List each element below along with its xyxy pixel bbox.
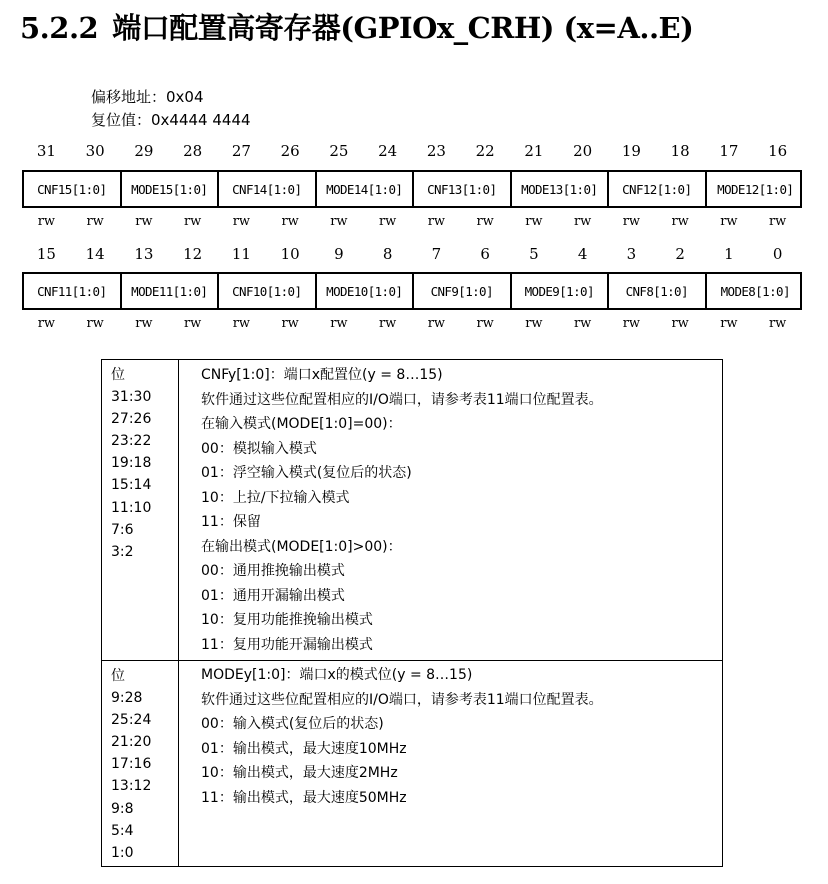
description-line: 00：模拟输入模式 — [201, 440, 317, 457]
bit-number: 20 — [573, 142, 593, 160]
bit-number: 17 — [719, 142, 739, 160]
register-field: MODE11[1:0] — [122, 274, 220, 308]
upper-register-row — [22, 170, 802, 208]
access-label: rw — [86, 316, 104, 331]
register-field: CNF8[1:0] — [609, 274, 707, 308]
bit-range: 3:2 — [111, 543, 134, 560]
bit-range: 25:24 — [111, 712, 152, 729]
bit-range: 21:20 — [111, 734, 152, 751]
description-line: 10：输出模式，最大速度2MHz — [201, 765, 398, 781]
description-line: 软件通过这些位配置相应的I/O端口，请参考表11端口位配置表。 — [201, 391, 603, 408]
register-field: CNF14[1:0] — [219, 172, 317, 206]
access-label: rw — [622, 214, 641, 229]
access-label: rw — [330, 214, 348, 229]
access-label: rw — [183, 316, 202, 331]
access-label: rw — [378, 214, 397, 229]
bit-number: 4 — [577, 245, 588, 263]
register-field: MODE8[1:0] — [720, 283, 790, 299]
bit-number: 2 — [675, 245, 685, 263]
bit-number: 9 — [334, 245, 344, 263]
description-line: 10：上拉/下拉输入模式 — [201, 489, 350, 506]
register-field: MODE10[1:0] — [317, 274, 415, 308]
section-title — [20, 6, 693, 47]
bit-number: 23 — [426, 142, 446, 160]
bit-number: 24 — [378, 142, 398, 160]
bit-number: 27 — [231, 142, 251, 160]
access-label: rw — [476, 214, 494, 229]
access-label: rw — [232, 316, 251, 331]
register-field: CNF13[1:0] — [414, 172, 512, 206]
access-label: rw — [476, 316, 494, 331]
reset-value: 复位值：0x4444 4444 — [91, 111, 251, 129]
bit-number: 0 — [772, 245, 783, 263]
access-label: rw — [671, 316, 689, 331]
register-field: MODE15[1:0] — [122, 172, 220, 206]
bit-range: 位 — [111, 668, 125, 684]
register-field: MODE13[1:0] — [512, 172, 610, 206]
access-label: rw — [427, 316, 446, 331]
access-label: rw — [720, 214, 738, 229]
bit-number: 30 — [85, 142, 105, 160]
cnf-description-text — [201, 363, 603, 657]
lower-register-row — [22, 272, 802, 310]
table-row-divider — [102, 660, 722, 661]
bit-number: 8 — [382, 245, 393, 263]
bit-number: 3 — [626, 245, 637, 263]
access-label: rw — [622, 316, 641, 331]
bit-range: 23:22 — [111, 433, 152, 450]
bit-number: 25 — [329, 142, 349, 160]
bit-range: 15:14 — [111, 477, 152, 494]
description-line: 10：复用功能推挽输出模式 — [201, 612, 373, 628]
bit-number: 18 — [670, 142, 690, 160]
access-label: rw — [86, 214, 104, 229]
bit-number: 1 — [724, 245, 734, 263]
description-line: 01：输出模式，最大速度10MHz — [201, 740, 407, 757]
register-field: CNF9[1:0] — [414, 274, 512, 308]
bit-number: 31 — [36, 142, 56, 160]
description-line: 11：复用功能开漏输出模式 — [201, 636, 373, 653]
access-label: rw — [281, 316, 299, 331]
bit-number: 14 — [85, 245, 105, 263]
access-label: rw — [37, 214, 56, 229]
description-line: 软件通过这些位配置相应的I/O端口，请参考表11端口位配置表。 — [201, 691, 603, 708]
field-description-table — [101, 359, 723, 867]
bit-number: 11 — [231, 245, 251, 263]
access-label: rw — [37, 316, 56, 331]
bit-range: 1:0 — [111, 844, 134, 861]
bit-number: 7 — [431, 245, 442, 263]
bit-number: 26 — [280, 142, 300, 160]
description-line: 在输出模式(MODE[1:0]>00)： — [201, 538, 402, 555]
access-label: rw — [378, 316, 397, 331]
section-title-text: 端口配置高寄存器(GPIOx_CRH) (x=A..E) — [112, 11, 694, 45]
access-label: rw — [232, 214, 251, 229]
access-label: rw — [768, 316, 787, 331]
bit-number: 21 — [524, 142, 544, 160]
mode-bit-list — [111, 665, 151, 864]
offset-address: 偏移地址：0x04 — [91, 88, 204, 106]
bit-range: 7:6 — [111, 521, 134, 538]
bit-range: 27:26 — [111, 411, 152, 428]
access-label: rw — [573, 214, 592, 229]
bit-number: 12 — [183, 245, 203, 263]
register-field: MODE9[1:0] — [512, 274, 610, 308]
access-label: rw — [330, 316, 348, 331]
description-line: 在输入模式(MODE[1:0]=00)： — [201, 416, 402, 432]
register-field: MODE14[1:0] — [317, 172, 415, 206]
description-line: 00：通用推挽输出模式 — [201, 563, 345, 579]
access-label: rw — [135, 316, 153, 331]
bit-range: 13:12 — [111, 778, 152, 795]
description-line: 01：通用开漏输出模式 — [201, 587, 345, 604]
access-label: rw — [183, 214, 202, 229]
access-label: rw — [671, 214, 689, 229]
description-line: MODEy[1:0]：端口x的模式位(y = 8…15) — [201, 667, 473, 683]
bit-range: 位 — [111, 367, 125, 383]
bit-number: 15 — [36, 245, 56, 263]
register-field: MODE12[1:0] — [717, 181, 794, 197]
bit-range: 17:16 — [111, 756, 152, 773]
bit-number: 10 — [280, 245, 300, 263]
access-label: rw — [281, 214, 299, 229]
table-column-divider — [178, 360, 179, 866]
bit-number: 22 — [475, 142, 495, 160]
access-label: rw — [525, 316, 543, 331]
access-label: rw — [135, 214, 153, 229]
access-label: rw — [525, 214, 543, 229]
access-label: rw — [768, 214, 787, 229]
register-field: CNF11[1:0] — [24, 274, 122, 308]
bit-range: 11:10 — [111, 499, 152, 516]
bit-range: 31:30 — [111, 389, 152, 406]
description-line: 11：输出模式，最大速度50MHz — [201, 789, 407, 806]
bit-number: 5 — [529, 245, 539, 263]
register-field: CNF10[1:0] — [219, 274, 317, 308]
description-line: 11：保留 — [201, 514, 261, 530]
bit-number: 29 — [134, 142, 154, 160]
bit-number: 13 — [134, 245, 154, 263]
bit-range: 5:4 — [111, 822, 134, 839]
access-label: rw — [720, 316, 738, 331]
mode-description-text — [201, 663, 603, 810]
description-line: 01：浮空输入模式(复位后的状态) — [201, 465, 412, 481]
description-line: CNFy[1:0]：端口x配置位(y = 8…15) — [201, 367, 443, 383]
access-label: rw — [427, 214, 446, 229]
bit-range: 19:18 — [111, 455, 152, 472]
bit-number: 28 — [183, 142, 203, 160]
access-label: rw — [573, 316, 592, 331]
description-line: 00：输入模式(复位后的状态) — [201, 716, 384, 732]
section-number: 5.2.2 — [20, 11, 99, 45]
bit-range: 9:28 — [111, 690, 143, 707]
bit-number: 19 — [621, 142, 641, 160]
bit-range: 9:8 — [111, 800, 134, 817]
bit-number: 6 — [480, 245, 490, 263]
cnf-bit-list — [111, 364, 151, 563]
register-field: CNF12[1:0] — [609, 172, 707, 206]
bit-number: 16 — [768, 142, 788, 160]
register-field: CNF15[1:0] — [24, 172, 122, 206]
